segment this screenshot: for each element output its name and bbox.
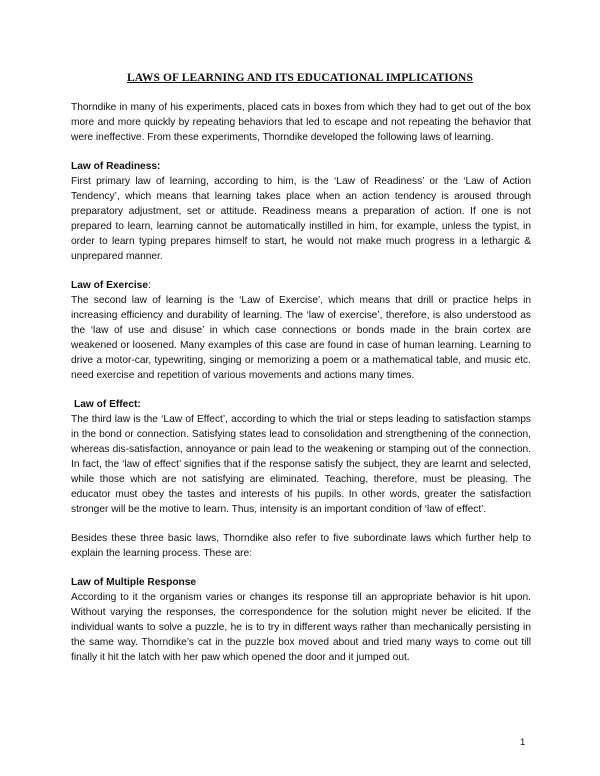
page-number: 1 bbox=[520, 737, 526, 748]
exercise-heading-line: Law of Exercise: bbox=[71, 280, 151, 291]
intro-paragraph: Thorndike in many of his experiments, placed cats in boxes from which they had to get out of the box more and more quickly by repeating behaviors that led to escape and not repeating the behavior that were ineffective. From these experiments, Thorndike developed the following laws of learning. bbox=[71, 102, 531, 143]
readiness-paragraph: First primary law of learning, according to him, is the ‘Law of Readiness’ or the ‘Law of Action Tendency’, which means that learning takes place when an action tendency is aroused through preparatory adjustment, set or attitude. Readiness means a preparation of action. If one is not prepared to learn, learning cannot be automatically instilled in him, for example, unless the typist, in order to learn typing prepares himself to start, he would not make much progress in a lethargic & unprepared manner. bbox=[71, 176, 531, 262]
exercise-heading: Law of Exercise bbox=[71, 280, 149, 291]
effect-heading: Law of Effect: bbox=[74, 399, 141, 410]
document-body bbox=[71, 100, 531, 665]
multiple-response-heading: Law of Multiple Response bbox=[71, 577, 197, 588]
subordinate-paragraph: Besides these three basic laws, Thorndike also refer to five subordinate laws which further help to explain the learning process. These are: bbox=[71, 533, 531, 559]
effect-paragraph: The third law is the ‘Law of Effect’, according to which the trial or steps leading to satisfaction stamps in the bond or connection. Satisfying states lead to consolidation and strengthening of the connection, whereas dis-satisfaction, annoyance or pain lead to the weakening or stamping out of the connection. In fact, the ‘law of effect’ signifies that if the response satisfy the subject, they are learnt and selected, while those which are not satisfying are eliminated. Teaching, therefore, must be pleasing. The educator must obey the tastes and interests of his pupils. In other words, greater the satisfaction stronger will be the motive to learn. Thus, intensity is an important condition of ‘law of effect’. bbox=[71, 414, 531, 515]
multiple-response-paragraph: According to it the organism varies or changes its response till an appropriate behavior is hit upon. Without varying the responses, the correspondence for the solution might never be elicited. If the individual wants to solve a puzzle, he is to try in different ways rather than mechanically persisting in the same way. Thorndike’s cat in the puzzle box moved about and tried many ways to come out till finally it hit the latch with her paw which opened the door and it jumped out. bbox=[71, 592, 531, 663]
readiness-heading: Law of Readiness: bbox=[71, 161, 161, 172]
exercise-paragraph: The second law of learning is the ‘Law of Exercise’, which means that drill or practice helps in increasing efficiency and durability of learning. The ‘law of exercise’, therefore, is also understood as the ‘law of use and disuse’ in which case connections or bonds made in the brain cortex are weakened or loosened. Many examples of this case are found in case of human learning. Learning to drive a motor-car, typewriting, singing or memorizing a poem or a mathematical table, and music etc. need exercise and repetition of various movements and actions many times. bbox=[71, 295, 531, 381]
page-title: LAWS OF LEARNING AND ITS EDUCATIONAL IMPLICATIONS bbox=[127, 72, 473, 84]
